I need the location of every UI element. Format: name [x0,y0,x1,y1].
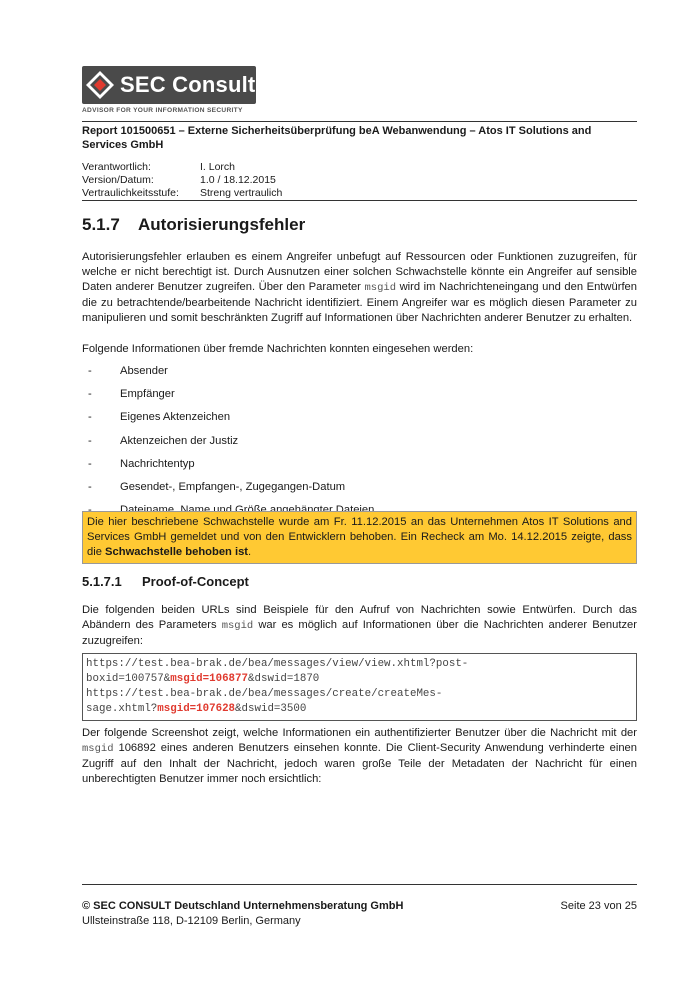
code-line: https://test.bea-brak.de/bea/messages/view/view.xhtml?post- [86,658,469,670]
footer-company: © SEC CONSULT Deutschland Unternehmensberatung GmbH [82,900,404,912]
meta-row [82,174,282,187]
logo-tagline: ADVISOR FOR YOUR INFORMATION SECURITY [82,107,243,114]
paragraph-text: wird im Nachrichteneingang und den Entwürfen die zu betrachtende/bearbeitende Nachricht identifiziert. Einem Angreifer war es möglich diesen Parameter zu manipulieren und somit beschränkten Zugriff auf Informationen über Nachrichten anderer Benutzer zu erhalten. [82,281,637,324]
logo-box [82,66,256,104]
list-item [82,362,637,385]
code-text: boxid=100757& [86,673,171,685]
list-item-text: Gesendet-, Empfangen-, Zugegangen-Datum [120,480,346,493]
fix-notice-box [82,511,637,564]
list-intro-paragraph: Folgende Informationen über fremde Nachrichten konnten eingesehen werden: [82,343,474,355]
intro-paragraph [82,250,637,326]
notice-text-end: . [248,546,252,558]
list-item [82,385,637,408]
meta-row [82,187,282,200]
list-marker: - [88,434,92,447]
footer-divider [82,884,637,885]
subsection-number: 5.1.7.1 [82,574,122,589]
document-meta [82,161,637,200]
list-item-text: Nachrichtentyp [120,457,195,470]
list-item [82,455,637,478]
section-title: Autorisierungsfehler [138,215,306,234]
paragraph-text: 106892 eines anderen Benutzers einsehen konnte. Die Client-Security Anwendung verhinderte einen Zugriff auf den Inhalt der Nachricht, jedoch waren große Teile der Metadaten der Nachricht für einen unberechtigten Benutzer immer noch ersichtlich: [82,742,637,785]
meta-value: Streng vertraulich [200,187,283,199]
list-item [82,478,637,501]
inline-code: msgid [364,282,397,294]
poc-paragraph [82,603,637,649]
section-heading [82,215,637,235]
list-item-text: Empfänger [120,388,175,401]
paragraph-text: Die folgenden beiden URLs sind Beispiele für den Aufruf von Nachrichten sowie Entwürfen. Durch das Abändern des Parameters [82,604,637,631]
paragraph-text: Autorisierungsfehler erlauben es einem Angreifer unbefugt auf Ressourcen oder Funktionen zuzugreifen, für welche er nicht berechtigt ist. Durch Ausnutzen einer solchen Schwachstelle könnte ein Angreifer auf sensible Daten anderer Benutzer zugreifen. Über den Parameter [82,251,637,293]
url-code-block [82,653,637,721]
meta-divider [82,200,637,201]
meta-value: I. Lorch [200,161,236,173]
list-marker: - [88,411,92,424]
meta-row [82,161,282,174]
paragraph-text: war es möglich auf Informationen über die Nachrichten anderer Benutzer zuzugreifen: [82,619,637,647]
meta-key: Verantwortlich: [82,161,151,173]
notice-text: Die hier beschriebene Schwachstelle wurde am Fr. 11.12.2015 an das Unternehmen Atos IT Solutions and Services GmbH gemeldet und von den Entwicklern behoben. Ein Recheck am Mo. 14.12.2015 zeigte, dass die [87,516,632,558]
notice-bold-text: Schwachstelle behoben ist [105,546,249,558]
list-item [82,408,637,431]
code-line: https://test.bea-brak.de/bea/messages/create/createMes- [86,688,443,700]
code-text: &dswid=1870 [248,673,320,685]
meta-value: 1.0 / 18.12.2015 [200,174,276,186]
subsection-heading [82,574,637,589]
code-line [86,672,633,687]
list-item-text: Absender [120,365,168,377]
code-text: &dswid=3500 [235,703,307,715]
report-title: Report 101500651 – Externe Sicherheitsüberprüfung beA Webanwendung – Atos IT Solutions and Services GmbH [82,125,592,151]
code-highlight: msgid=107628 [157,703,236,715]
logo-mark-icon [82,66,118,104]
paragraph-text: Der folgende Screenshot zeigt, welche Informationen ein authentifizierter Benutzer über die Nachricht mit der [82,727,637,739]
list-marker: - [88,457,92,470]
code-highlight: msgid=106877 [170,673,248,685]
list-item [82,432,637,455]
list-item-text: Aktenzeichen der Justiz [120,434,239,447]
list-marker: - [88,480,92,493]
subsection-title: Proof-of-Concept [142,574,249,589]
list-marker: - [88,365,92,377]
inline-code: msgid [221,620,254,632]
section-number: 5.1.7 [82,215,120,234]
inline-code: msgid [82,743,114,755]
list-item-text: Eigenes Aktenzeichen [120,411,231,424]
header-divider [82,121,637,122]
code-text: sage.xhtml? [86,703,158,715]
footer-address: Ullsteinstraße 118, D-12109 Berlin, Germany [82,915,301,927]
list-marker: - [88,388,92,401]
meta-key: Vertraulichkeitsstufe: [82,187,179,199]
page-number: Seite 23 von 25 [560,900,637,912]
logo-brand: SEC Consult [120,72,256,97]
company-logo [82,66,256,114]
code-line [86,702,633,717]
info-list [82,362,637,524]
meta-key: Version/Datum: [82,174,154,186]
page-footer [82,899,637,929]
screenshot-paragraph [82,726,637,787]
